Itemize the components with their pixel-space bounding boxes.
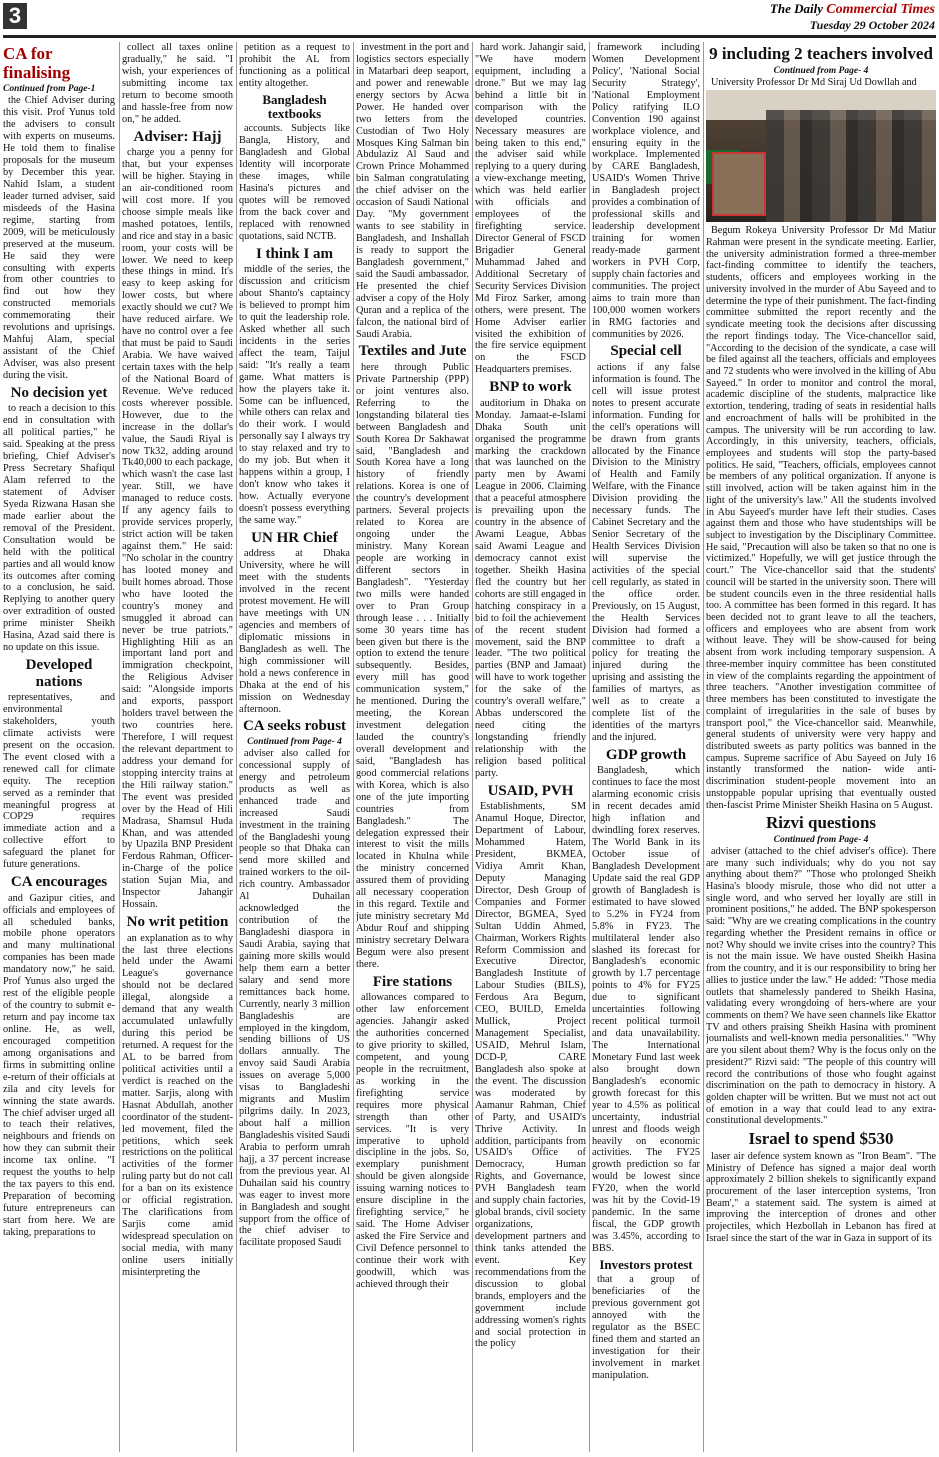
article-body: an explanation as to why the last three elections held under the Awami League's governance should not be declared illegal, alongside a demand that any wealth accumulated unlawfully during this period be returned. A request for the AL to be barred from political activities until a verdict is reached on the matter. Sarjis, along with Hasnat Abdullah, another coordinator of the student-led movement, filed the petitions, which seek restrictions on the political activities of the former ruling party but do not call for a ban on its existence or official registration. The clarifications from Sarjis come amid widespread speculation on social media, with many online users initially misinterpreting the [122, 932, 233, 1278]
paper-brand: Commercial Times [826, 2, 935, 17]
article-body: middle of the series, the discussion and criticism about Shanto's captaincy is believed to prompt him to quit the leadership role. Asked whether all such incidents in the series affect the team, Taijul said: "It's really a team game. What matters is how the players take it. Some can be influenced, while others can relax and do their work. I would personally say I always try to stay relaxed and try to do my job. But when it happens within a group, I don't know who takes it how. Actually everyone doesn't possess everything the same way." [239, 264, 350, 526]
article-body: framework including Women Development Policy', 'National Social Security Strategy', 'National Employment Policy ratifying ILO Convention 190 against workplace violence, and ensuring equity in the workplace. Implemented by CARE Bangladesh, USAID's Women Thrive in Bangladesh project provides a combination of professional skills and leadership development training for women ready-made garment workers in PVH Corp, supply chain factories and communities. The project aims to train more than 100,000 women workers in RMG factories and communities by 2026. [592, 42, 700, 340]
headline-no-writ-petition: No writ petition [126, 914, 229, 931]
column-7 [706, 42, 936, 1452]
article-body: that a group of beneficiaries of the previous government got annoyed with the regulator as the BSEC fined them and started an investigation for their involvement in market manipulation. [592, 1274, 700, 1381]
column-divider [589, 42, 590, 1452]
article-body: representatives, and environmental stakeholders, youth climate activists were present on the occasion. The event closed with a renewed call for climate equity. The reception served as a reminder that meaningful progress at COP29 requires immediate action and a collective effort to safeguard the planet for future generations. [3, 692, 115, 871]
headline-special-cell: Special cell [610, 343, 682, 360]
article-body: investment in the port and logistics sectors especially in Matarbari deep seaport, and power and renewable energy sectors by Acwa Power. He handed over two letters from the Custodian of Two Holy Mosques King Salman bin Abdulaziz Al Saud and Crown Prince Mohammed bin Salman congratulating the chief adviser on the occasion of Saudi National Day. "My government wants to see stability in Bangladesh, and Inshallah is ready to support the Bangladesh government," said the Saudi ambassador. He presented the chief adviser a copy of the Holy Quran and a replica of the falcon, the national bird of Saudi Arabia. [356, 42, 469, 340]
issue-date: Tuesday 29 October 2024 [809, 18, 935, 32]
column-5 [475, 42, 586, 1452]
headline-no-decision: No decision yet [10, 384, 108, 401]
column-2 [122, 42, 233, 1452]
headline-ca-finalising: CA for finalising [3, 44, 71, 82]
photo-people [766, 110, 936, 222]
headline-israel-spend: Israel to spend $530 [748, 1129, 894, 1149]
syndicate-meeting-photo [706, 90, 936, 222]
article-body: laser air defence system known as "Iron Beam". "The Ministry of Defence has signed a major deal worth approximately 2 billion shekels to significantly expand procurement of the laser interception systems, 'Iron Beam'," a statement said. The system is aimed at improving the interception of drones and other projectiles, which Hezbollah in Lebanon has fired at Israel since the start of the war in Gaza in support of its [706, 1150, 936, 1244]
column-4 [356, 42, 469, 1452]
headline-ca-encourages: CA encourages [10, 874, 108, 891]
headline-fire-stations: Fire stations [372, 973, 453, 990]
portrait-inset [712, 152, 766, 216]
header-rule [3, 35, 936, 38]
column-divider [703, 42, 704, 1452]
article-body: Establishments, SM Anamul Hoque, Director, Department of Labour, Mohammed Hatem, President, BKMEA, Vidiya Amrit Khan, Deputy Managing Director, Desh Group of Companies and Former Director, BGMEA, Syed Sultan Uddin Ahmed, Chairman, Workers Rights Reform Commission and Executive Director, Bangladesh Institute of Labour Studies (BILS), Ferdous Ara Begum, CEO, BUILD, Emelda Mullick, Project Management Specialist, USAID, Mehrul Islam, DCD-P, CARE Bangladesh also spoke at the event. The discussion was moderated by Aamanur Rahman, Chief of Party, and USAID's Thrive Activity. In addition, participants from USAID's Office of Democracy, Human Rights, and Governance, PVH Bangladesh team and supply chain factories, global brands, civil society organizations, development partners and think tanks attended the event. Key recommendations from the discussion to global brands, employers and the government include addressing women's rights and social protection in the policy [475, 801, 586, 1350]
headline-un-hr-chief: UN HR Chief [251, 529, 338, 546]
article-body: actions if any false information is found. The cell will issue protest notes to present accurate information. Funding for the cell's operations will be drawn from grants allocated by the Finance Division to the Ministry of Health and Family Welfare, with the Finance Division providing the necessary funds. The Cabinet Secretary and the Senior Secretary of the Health Services Division will supervise the activities of the special cell regularly, as stated in the office order. Previously, on 15 August, the Health Services Division had formed a committee to draft a policy for treating the injured during the uprising and assisting the families of martyrs, as well as to create a complete list of the identities of the martyrs and the injured. [592, 361, 700, 743]
column-divider [353, 42, 354, 1452]
article-body: adviser (attached to the chief adviser's office). There are many such individuals; why do you not say anything about them?" "Those who prolonged Sheikh Hasina's bloody misrule, those who did not utter a single word, and who served her loyally are still in prominent positions," he added. The BNP spokesperson said: "Why are we creating complications in the country regarding whether the President remains in office or not? Why should we invite crises into the country? This is not the main issue. We have ousted Sheikh Hasina from the country, and it is our responsibility to bring her allies to justice under the law." He added: "Those media outlets that shamelessly pandered to Sheikh Hasina, validating every wrongdoing of hers-where are your comments on them? We have seen channels like Ekattor TV and others praising Sheikh Hasina with prominent journalists and well-known media personalities." "Why are you silent about them? Why is the focus only on the president?" Rizvi said: "The people of this country will record the contributions of those who fought against discrimination on the path to democracy in history. A golden chapter will be written. But we must not act out of emotion in a way that could lead to any extra-constitutional developments." [706, 845, 936, 1127]
article-body: accounts. Subjects like Bangla, History, and Bangladesh and Global Identity will incorporate these images, while Hasina's pictures and quotes will be removed from the back cover and replaced with renowned quotations, said NCTB. [239, 123, 350, 242]
column-divider [472, 42, 473, 1452]
continued-note: Continued from Page- 4 [247, 736, 342, 747]
article-body: auditorium in Dhaka on Monday. Jamaat-e-Islami Dhaka South unit organised the programme marking the crackdown that was launched on the party men by Awami League in 2006. Claiming that a peaceful atmosphere is prevailing upon the country in the absence of Awami League, Abbas said Awami League and democracy cannot exist together. Sheikh Hasina fled the country but her cohorts are still engaged in hatching conspiracy in a bid to foil the achievement of the recent student movement, said the BNP leader. "The two political parties (BNP and Jamaat) will have to work together for the sake of the country's overall welfare," Abbas underscored the need citing the longstanding friendly relationship with the religion based political party. [475, 397, 586, 779]
article-body: hard work. Jahangir said, "We have modern equipment, including a drone." But we may lag behind a little bit in comparison with the developed countries. Necessary measures are being taken to this end," the adviser said while replying to a query during a view-exchange meeting, which was held earlier with officials and employees of the firefighting service. Director General of FSCD Brigadier General Muhammad Jahed and Additional Secretary of Security Services Division Md Firoz Sarker, among others, were present. The Home Adviser earlier visited the exhibition of the fire service equipment on the FSCD Headquarters premises. [475, 42, 586, 376]
headline-i-think-i-am: I think I am [255, 245, 334, 262]
paper-name [770, 1, 935, 18]
headline-usaid-pvh: USAID, PVH [487, 782, 574, 799]
column-6 [592, 42, 700, 1452]
article-body: petition as a request to prohibit the AL from functioning as a political entity altogether. [239, 42, 350, 89]
article-body: Begum Rokeya University Professor Dr Md Matiur Rahman were present in the syndicate meeting. Earlier, the university administration formed a three-member fact-finding committee to identify the teachers, students, officers and employees working in the university involved in the murder of Abu Sayeed and to determine the type of their punishment. The fact-finding committee submitted the report recently and the syndicate meeting took the decisions after discussing the report findings today. The Vice-chancellor said, "According to the decision of the syndicate, a case will be filed against all the teachers, officials and employees and 72 students who were involved in the killing of Abu Sayeed." In order to monitor and control the moral, academic discipline of the students, malpractice like extortion, tendering, trading of seats in residential halls and encroachment of halls will be prohibited in the campus. The university will be run according to law. Accordingly, in this university, teachers, officials, employees and students will stop the party-based politics. He said, "Teachers, officials, employees cannot be members of any political organization. If anyone is still involved, action will be taken against him in the light of the university's law." All the students involved in Abu Sayeed's murder have left their studies. Cases against them and those who have studentships will be subject to investigation by the Disciplinary Committee. He said, "Precaution will also be taken so that no one is victimized." Hopefully, we will get justice through the court." The Vice-chancellor said that the students' council will be started in the university soon. There will be student councils even in the three residential halls too. A committee has been formed in this regard. It has been decided not to grant leave to all the teachers, officers and employees who are absent from work without leave. They will be show-caused for being absent from work including temporary suspension. A three-member inquiry committee has been constituted in view of the complaints regarding the appointment of three teachers. "Another investigation committee of three members has been constituted to investigate the complaint of irregularities in the sale of buses by transport pool," the Vice-chancellor said. Meanwhile, general students of university were very happy and distributed sweets as party politics was banned in the campus. Supreme sacrifice of Abu Sayeed on July 16 instantly transformed the nation- wide anti-discrimination student-people movement into an unstoppable popular uprising that eventually ousted then-fascist Prime Minister Sheikh Hasina on 5 August. [706, 225, 936, 811]
article-body: and Gazipur cities, and officials and employees of all scheduled banks, mobile phone operators and many multinational companies has been made mandatory now," he said. Prof Yunus also urged the rest of the eligible people of the country to submit e-return and pay income tax online. He, as well, encouraged competition among organisations and firms in submitting online e-return of their officials at zila and city levels for winning the state awards. The chief adviser urged all to teach their relatives, neighbours and friends on how they can submit their income tax online. "I request the youths to help the tax payers to this end. Preparation of becoming future entrepreneurs can start from here. We are taking, preparations to [3, 892, 115, 1238]
column-divider [119, 42, 120, 1452]
headline-ca-seeks-robust: CA seeks robust [242, 718, 347, 735]
article-body: collect all taxes online gradually," he said. "I wish, your experiences of submitting income tax return to become smooth and hassle-free from now on," he added. [122, 42, 233, 125]
article-body: adviser also called for concessional supply of energy and petroleum products as well as enhanced trade and increased Saudi investment in the training of the Bangladeshi young people so that Dhaka can send more skilled and trained workers to the oil-rich country. Ambassador Al Duhailan acknowledged the contribution of the Bangladeshi diaspora in Saudi Arabia, saying that gaining more skills would help them earn a better salary and send more remittances back home. Currently, nearly 3 million Bangladeshis are employed in the kingdom, sending billions of US dollars annually. The envoy said Saudi Arabia issues on average 5,000 visas to Bangladeshi migrants and Muslim pilgrims daily. In 2023, about half a million Bangladeshis visited Saudi Arabia to perform umrah hajj, a 37 percent increase from the previous year. Al Duhailan said his country was eager to invest more in Bangladesh and sought support from the office of the chief adviser to facilitate proposed Saudi [239, 747, 350, 1249]
headline-gdp-growth: GDP growth [605, 746, 687, 763]
column-3 [239, 42, 350, 1452]
continued-note: Continued from Page-1 [3, 84, 96, 95]
masthead [770, 1, 935, 33]
column-divider [236, 42, 237, 1452]
headline-textiles-jute: Textiles and Jute [358, 343, 467, 360]
article-body: Bangladesh, which continues to face the most alarming economic crisis in recent decades amid high inflation and dwindling forex reserves. The World Bank in its October issue of Bangladesh Development Update said the real GDP growth of Bangladesh is estimated to have slowed to 5.2% in FY24 from 5.8% in FY23. The multilateral lender also slashed its forecast for Bangladesh's economic growth by 1.7 percentage points to 4% for FY25 due to significant uncertainties following recent political turmoil and data unavailability. The International Monetary Fund last week also brought down Bangladesh's economic growth forecast for this year to 4.5% as political uncertainty, industrial unrest and floods weigh heavily on economic activities. The FY25 growth prediction so far would be lowest since FY20, when the world was hit by the Covid-19 pandemic. In the same fiscal, the GDP growth was 3.45%, according to BBS. [592, 765, 700, 1254]
page-number: 3 [3, 3, 27, 29]
headline-developed-nations: Developed nations [25, 657, 93, 690]
continued-note: Continued from Page- 4 [773, 834, 869, 845]
article-body: allowances compared to other law enforcement agencies. Jahangir asked the authorities concerned to give priority to skilled, competent, and young people in the recruitment, as working in the firefighting service requires more physical strength than other services. "It is very imperative to uphold discipline in the jobs. So, exemplary punishment should be given alongside issuing warning notices to ensure discipline in the firefighting service," he said. The Home Adviser asked the Fire Service and Civil Defence personnel to continue their work with goodwill, which was achieved through their [356, 992, 469, 1290]
article-body: here through Public Private Partnership (PPP) or joint ventures also. Referring to the longstanding bilateral ties between Bangladesh and South Korea Dr Sakhawat said, "Bangladesh and South Korea have a long history of friendly relations. Korea is one of the country's development partners. Several projects related to Korea are ongoing under the ministry. Many Korean people are working in different sectors in Bangladesh". "Yesterday two mills were handed over to Pran Group through lease . . . Initially some 30 years time has been given but there is the option to extend the tenure subsequently. Besides, every mill has good communication system," he mentioned. During the meeting, the Korean investment delegation lauded the country's overall development and said, "Bangladesh has good commercial relations with Korea, which is also one of the jute importing countries from Bangladesh." The delegation expressed their interest to visit the mills located in Khulna while the ministry concerned assured them of providing all necessary cooperation in this regard. Textile and jute ministry secretary Md Abdur Rouf and shipping ministry secretary Delwara Begum were also present there. [356, 361, 469, 970]
headline-adviser-hajj: Adviser: Hajj [133, 128, 222, 145]
article-body: charge you a penny for that, but your expenses will be higher. Staying in an air-conditioned room will cost more. If you choose simple meals like mashed potatoes, lentils, and rice and stay in a basic room, your costs will be lower. We need to keep these things in mind. It's easy to keep asking for lower costs, but where exactly should we cut? We have reduced airfare. We have no control over a fee that must be paid to Saudi Arabia. We have waived certain taxes with the help of the National Board of Revenue. We've reduced costs wherever possible. However, due to the increase in the dollar's value, the Saudi Riyal is now Tk32, adding around Tk40,000 to each package, which wasn't the case last year. Still, we have managed to reduce costs. If any agency fails to provide services properly, strict action will be taken against them." He said: "No scholar in the country has looted money and built homes abroad. Those who have looted the country's money and smuggled it abroad can never be true patriots." Highlighting Hili as an important land port and immigration checkpoint, the Religious Adviser said: "Alongside imports and exports, passport holders travel between the two countries here. Therefore, I will request the relevant department to address your demand for stopping intercity trains at the Hili railway station." The event was presided over by the Head of Hili Madrasa, Shamsul Huda Khan, and was attended by Upazila BNP President Ferdous Rahman, Officer-in-Charge of the police station Sujan Mia, and Inspector Jahangir Hossain. [122, 147, 233, 911]
headline-investors-protest: Investors protest [599, 1256, 693, 1272]
headline-bangladesh-textbooks: Bangladesh textbooks [262, 91, 327, 122]
article-body: University Professor Dr Md Siraj Ud Dowllah and [711, 76, 917, 88]
headline-rizvi-questions: Rizvi questions [765, 813, 877, 833]
article-body: the Chief Adviser during this visit. Prof Yunus told the advisers to consult with experts on museums. He told them to finalise proposals for the museum by December this year. Nahid Islam, a student leader turned adviser, said misdeeds of the Hasina regime, starting from 2009, will be meticulously preserved at the museum. He said they were consulting with experts from other countries to find out how they constructed memorials commemorating their revolutions and uprisings. Mahfuj Alam, special assistant of the Chief Adviser, was also present during the visit. [3, 95, 115, 381]
article-body: address at Dhaka University, where he will meet with the students involved in the recent protest movement. He will have meetings with UN agencies and members of diplomatic missions in Bangladesh as well. The high commissioner will hold a news conference in Dhaka at the end of his mission on Wednesday afternoon. [239, 548, 350, 715]
headline-bnp-to-work: BNP to work [489, 379, 572, 396]
headline-9-teachers-involved: 9 including 2 teachers involved [709, 44, 933, 63]
continued-note: Continued from Page- 4 [773, 65, 869, 76]
column-1 [3, 42, 115, 1452]
paper-prefix: The Daily [769, 1, 823, 16]
article-body: to reach a decision to this end in consultation with all political parties," he said. Speaking at the press briefing, Chief Adviser's Press Secretary Shafiqul Alam referred to the statement of Adviser Syeda Rizwana Hasan she made earlier about the removal of the President. Consultation would be held with the political parties and all would know its outcomes after coming to a conclusion, he said. Replying to another query over extradition of ousted prime minister Sheikh Hasina, Azad said there is no update on this issue. [3, 403, 115, 654]
